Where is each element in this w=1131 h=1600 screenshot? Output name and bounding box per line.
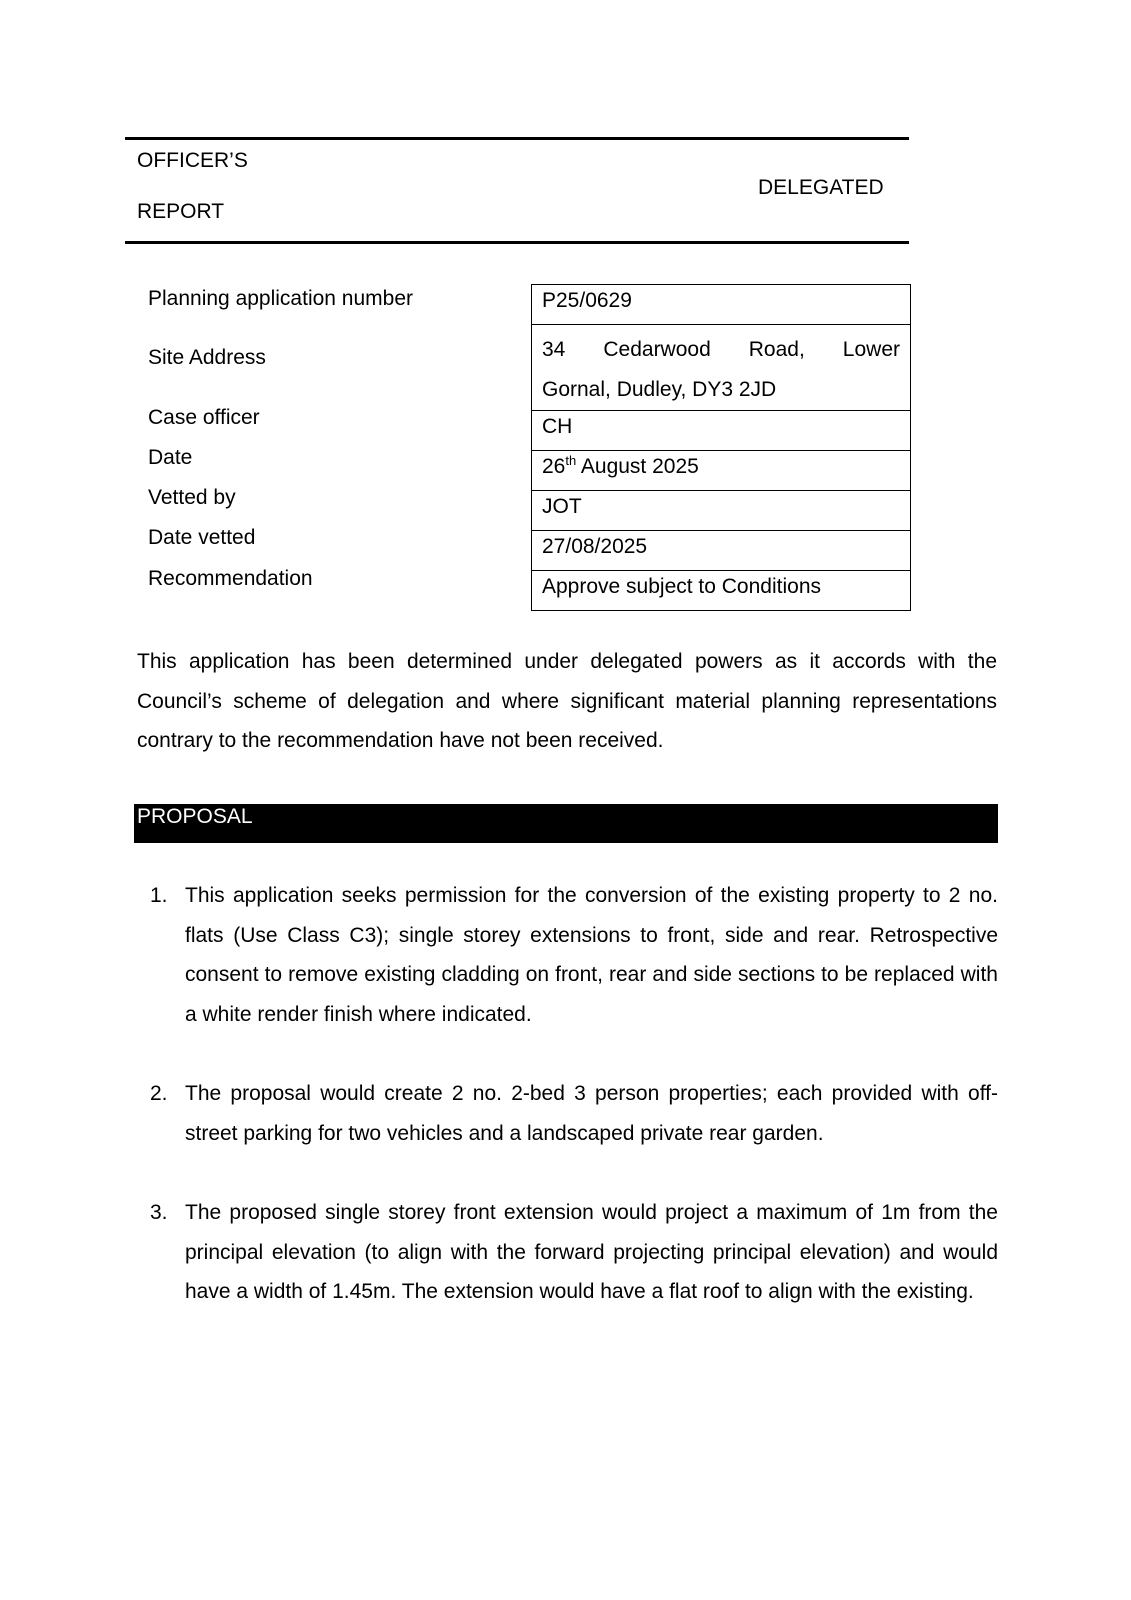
report-type-label: DELEGATED xyxy=(758,176,884,199)
list-item xyxy=(150,1193,998,1312)
header-bottom-rule xyxy=(125,241,909,244)
site-address-line1: 34 Cedarwood Road, Lower xyxy=(542,338,900,361)
value-site-address xyxy=(532,325,911,411)
table-row xyxy=(532,411,911,451)
site-address-line2: Gornal, Dudley, DY3 2JD xyxy=(542,378,777,401)
list-item xyxy=(150,876,998,1034)
label-date: Date xyxy=(148,446,193,469)
label-vetted-by: Vetted by xyxy=(148,486,236,509)
header-top-rule xyxy=(125,137,909,140)
label-recommendation: Recommendation xyxy=(148,567,313,590)
date-day: 26 xyxy=(542,455,566,478)
list-item-text: The proposal would create 2 no. 2-bed 3 person properties; each provided with off-street parking for two vehicles and a landscaped private rear garden. xyxy=(185,1082,998,1145)
delegation-statement: This application has been determined under delegated powers as it accords with the Council’s scheme of delegation and where significant material planning representations contrary to the recommendation have not been received. xyxy=(137,650,997,752)
value-date-vetted: 27/08/2025 xyxy=(532,531,911,571)
label-case-officer: Case officer xyxy=(148,406,260,429)
table-row xyxy=(532,325,911,411)
section-heading-proposal xyxy=(134,804,998,843)
label-date-vetted: Date vetted xyxy=(148,526,256,549)
value-date xyxy=(532,451,911,491)
table-row xyxy=(532,451,911,491)
date-rest: August 2025 xyxy=(576,455,699,478)
report-title-line1: OFFICER’S xyxy=(137,149,248,172)
date-ordinal-suffix: th xyxy=(565,453,577,468)
value-vetted-by: JOT xyxy=(532,491,911,531)
list-item-number: 3. xyxy=(150,1201,168,1224)
section-heading-text: PROPOSAL xyxy=(137,805,253,828)
table-row xyxy=(532,571,911,611)
list-item-number: 2. xyxy=(150,1082,168,1105)
table-row xyxy=(532,285,911,325)
table-row xyxy=(532,531,911,571)
label-site-address: Site Address xyxy=(148,346,266,369)
list-item-number: 1. xyxy=(150,884,168,907)
application-details-table xyxy=(531,284,911,611)
value-case-officer: CH xyxy=(532,411,911,451)
report-title-line2: REPORT xyxy=(137,200,225,223)
value-recommendation: Approve subject to Conditions xyxy=(532,571,911,611)
list-item-text: The proposed single storey front extension would project a maximum of 1m from the principal elevation (to align with the forward projecting principal elevation) and would have a width of 1.45m. The extension would have a flat roof to align with the existing. xyxy=(185,1201,998,1303)
list-item xyxy=(150,1074,998,1153)
label-application-number: Planning application number xyxy=(148,287,414,310)
table-row xyxy=(532,491,911,531)
value-application-number: P25/0629 xyxy=(532,285,911,325)
list-item-text: This application seeks permission for the conversion of the existing property to 2 no. flats (Use Class C3); single storey extensions to front, side and rear. Retrospective consent to remove existing cladding on front, rear and side sections to be replaced with a white render finish where indicated. xyxy=(185,884,998,1026)
